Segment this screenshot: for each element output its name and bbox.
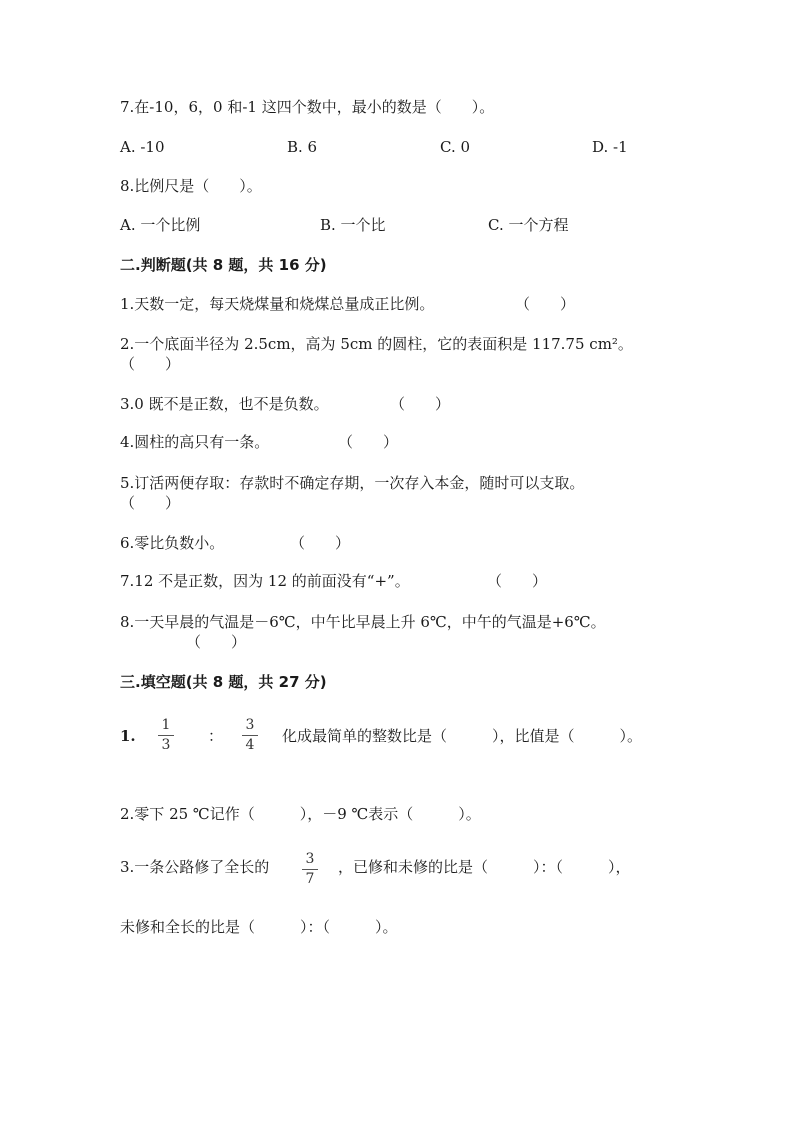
fraction-bar bbox=[302, 869, 318, 870]
question-8-option-c[interactable]: C. 一个方程 bbox=[488, 216, 569, 234]
fraction-numerator: 3 bbox=[245, 717, 255, 733]
judge-item-2: 2.一个底面半径为 2.5cm，高为 5cm 的圆柱，它的表面积是 117.75 cm²。 bbox=[120, 335, 633, 353]
judge-item-4-bracket[interactable]: （ ） bbox=[338, 433, 399, 451]
fraction-bar bbox=[242, 735, 258, 736]
fraction-numerator: 3 bbox=[305, 851, 315, 867]
judge-item-2-bracket[interactable]: （ ） bbox=[120, 355, 181, 373]
judge-item-1: 1.天数一定，每天烧煤量和烧煤总量成正比例。 bbox=[120, 295, 435, 313]
judge-item-5-bracket[interactable]: （ ） bbox=[120, 494, 181, 512]
judge-item-3-bracket[interactable]: （ ） bbox=[390, 395, 451, 413]
fraction-three-fourths bbox=[239, 717, 261, 754]
ratio-colon: ： bbox=[208, 727, 224, 745]
question-7-option-c[interactable]: C. 0 bbox=[440, 138, 471, 156]
judge-item-6: 6.零比负数小。 bbox=[120, 534, 225, 552]
judge-item-4: 4.圆柱的高只有一条。 bbox=[120, 433, 270, 451]
judge-item-8-bracket[interactable]: （ ） bbox=[186, 633, 247, 651]
question-7-option-b[interactable]: B. 6 bbox=[287, 138, 318, 156]
fill-question-3-text-b: ，已修和未修的比是（ ）：（ ）， bbox=[338, 858, 631, 876]
question-8-option-b[interactable]: B. 一个比 bbox=[320, 216, 386, 234]
fill-question-2: 2.零下 25 ℃记作（ ），－9 ℃表示（ ）。 bbox=[120, 805, 481, 823]
fraction-three-sevenths bbox=[299, 851, 321, 888]
judge-section-heading: 二.判断题(共 8 题，共 16 分) bbox=[120, 256, 327, 274]
judge-item-3: 3.0 既不是正数，也不是负数。 bbox=[120, 395, 329, 413]
question-7-option-d[interactable]: D. -1 bbox=[592, 138, 628, 156]
fill-question-1-text: 化成最简单的整数比是（ ），比值是（ ）。 bbox=[282, 727, 643, 745]
judge-item-5: 5.订活两便存取：存款时不确定存期，一次存入本金，随时可以支取。 bbox=[120, 474, 585, 492]
judge-item-7-bracket[interactable]: （ ） bbox=[487, 572, 548, 590]
fill-question-1-number: 1. bbox=[120, 727, 136, 745]
fraction-denominator: 7 bbox=[305, 871, 315, 887]
fill-question-3-text-a: 3.一条公路修了全长的 bbox=[120, 858, 270, 876]
fraction-bar bbox=[158, 735, 174, 736]
fraction-denominator: 3 bbox=[161, 737, 171, 753]
question-8-stem: 8.比例尺是（ ）。 bbox=[120, 177, 262, 195]
question-8-option-a[interactable]: A. 一个比例 bbox=[120, 216, 201, 234]
judge-item-6-bracket[interactable]: （ ） bbox=[290, 534, 351, 552]
question-7-option-a[interactable]: A. -10 bbox=[120, 138, 165, 156]
judge-item-1-bracket[interactable]: （ ） bbox=[515, 295, 576, 313]
fraction-numerator: 1 bbox=[161, 717, 171, 733]
question-7-stem: 7.在-10，6，0 和-1 这四个数中，最小的数是（ ）。 bbox=[120, 98, 495, 116]
fraction-denominator: 4 bbox=[245, 737, 255, 753]
fill-section-heading: 三.填空题(共 8 题，共 27 分) bbox=[120, 673, 327, 691]
judge-item-8: 8.一天早晨的气温是－6℃，中午比早晨上升 6℃，中午的气温是+6℃。 bbox=[120, 613, 606, 631]
fraction-one-third bbox=[155, 717, 177, 754]
fill-question-3-line-2: 未修和全长的比是（ ）：（ ）。 bbox=[120, 918, 398, 936]
judge-item-7: 7.12 不是正数，因为 12 的前面没有“+”。 bbox=[120, 572, 410, 590]
